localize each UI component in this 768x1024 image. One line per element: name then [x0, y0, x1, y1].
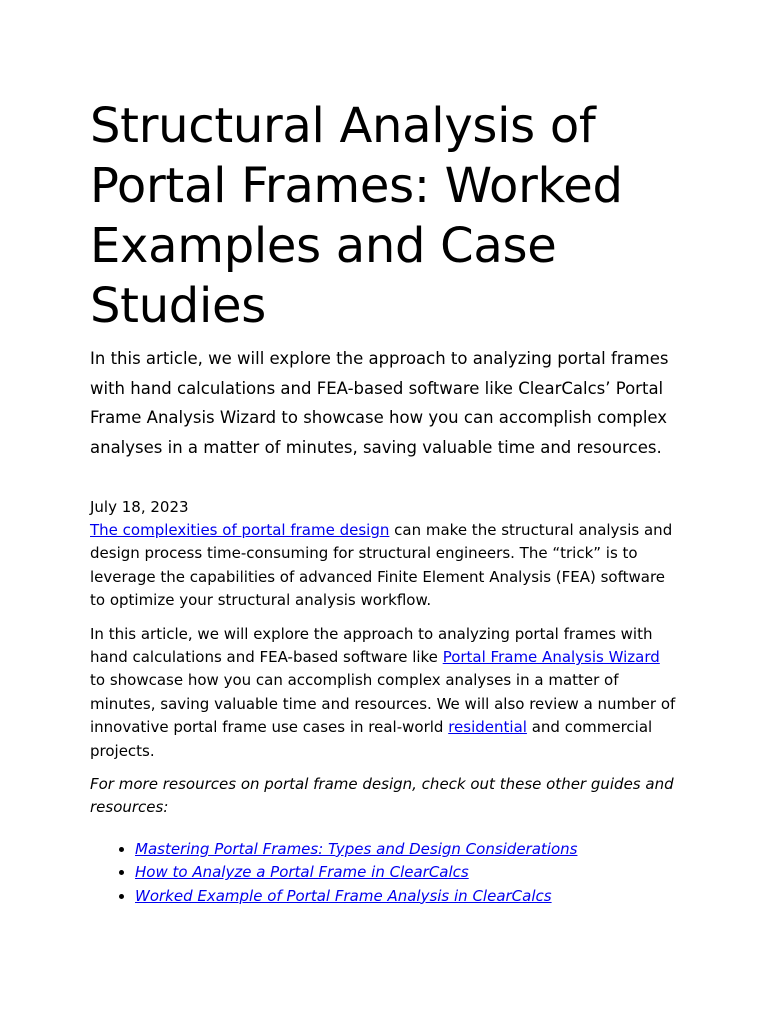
residential-link[interactable]: residential — [448, 718, 527, 737]
approach-text-a: In this article, we will explore the approach to analyzing portal frames with hand calculations and FEA-based software like — [90, 624, 653, 667]
resource-link-how-to-analyze[interactable]: How to Analyze a Portal Frame in ClearCalcs — [135, 863, 469, 882]
portal-frame-wizard-link[interactable]: Portal Frame Analysis Wizard — [442, 648, 660, 667]
resources-list — [90, 838, 678, 908]
approach-text-c: and commercial projects. — [90, 718, 653, 760]
resource-link-mastering[interactable]: Mastering Portal Frames: Types and Design Considerations — [135, 839, 578, 858]
approach-paragraph — [90, 623, 678, 763]
resources-intro: For more resources on portal frame design, check out these other guides and resources: — [90, 775, 674, 817]
article-lede: In this article, we will explore the approach to analyzing portal frames with hand calculations and FEA-based software like ClearCalcs’ Portal Frame Analysis Wizard to showcase how you can accomplish complex analyses in a matter of minutes, saving valuable time and resources. — [90, 349, 669, 457]
publish-date: July 18, 2023 — [90, 498, 189, 516]
article — [90, 0, 678, 908]
page-title: Structural Analysis of Portal Frames: Worked Examples and Case Studies — [90, 98, 623, 334]
list-item — [135, 838, 678, 861]
approach-text-b: to showcase how you can accomplish complex analyses in a matter of minutes, saving valuable time and resources. We will also review a number of innovative portal frame use cases in real-world — [90, 671, 676, 737]
list-item — [135, 861, 678, 884]
intro-paragraph-text: can make the structural analysis and design process time-consuming for structural engineers. The “trick” is to leverage the capabilities of advanced Finite Element Analysis (FEA) software to optimize your structural analysis workflow. — [90, 521, 673, 610]
portal-frame-design-link[interactable]: The complexities of portal frame design — [90, 521, 390, 539]
intro-paragraph — [90, 519, 678, 613]
list-item — [135, 885, 678, 908]
resource-link-worked-example[interactable]: Worked Example of Portal Frame Analysis in ClearCalcs — [135, 886, 552, 905]
